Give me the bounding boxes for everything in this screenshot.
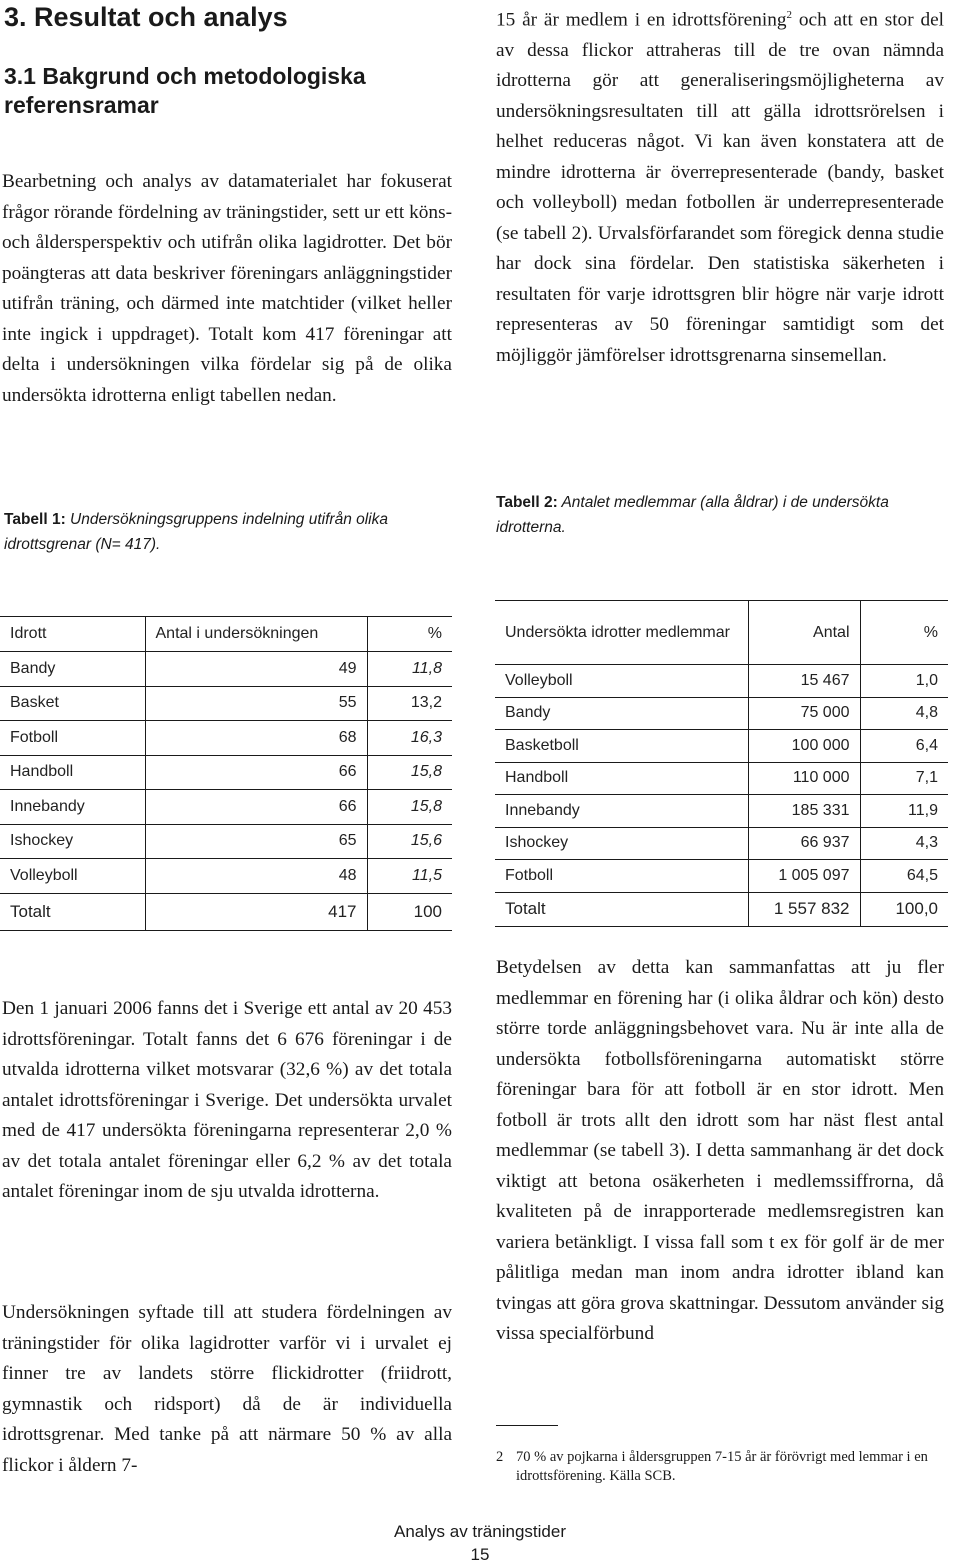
table2-cell: Bandy (495, 697, 748, 730)
table2-cell: Fotboll (495, 860, 748, 893)
table1-cell: 15,8 (367, 755, 452, 790)
table2-cell: 15 467 (748, 665, 860, 698)
left-paragraph-2: Den 1 januari 2006 fanns det i Sverige ett antal av 20 453 idrottsföreningar. Totalt fanns det 6 676 föreningar i de utvalda idrotterna vilket motsvarar (32,6 %) av det totala antalet idrottsföreningar i Sverige. Det undersökta urvalet med de 417 undersökta föreningarna representerar 2,0 % av det totala antalet föreningar eller 6,2 % av det totala antalet föreningar inom de sju utvalda idrotterna. (2, 998, 452, 1202)
table-row (0, 721, 452, 756)
footnote-divider (496, 1425, 558, 1426)
table1-cell: Bandy (0, 652, 145, 687)
table2-cell: 1,0 (860, 665, 948, 698)
table2-header-cell: Antal (748, 601, 860, 665)
right-paragraph-1-rest: och att en stor del av dessa flickor attraheras till de tre ovan nämnda idrotterna gör att generaliseringsmöjligheterna av undersökningsresultaten till att gälla idrottsrörelsen i helhet reduceras något. Vi kan även konstatera att de mindre idrotterna är överrepresenterade (bandy, basket och volleyboll) medan fotbollen är underrepresenterade (se tabell 2). Urvalsförfarandet som föregick denna studie har dock sina fördelar. Den statistiska säkerheten i resultaten för varje idrottsgren blir högre när varje idrott representeras av 50 föreningar samtidigt som det möjliggör jämförelser idrottsgrenarna sinsemellan. (496, 9, 945, 366)
table2-cell: 1 005 097 (748, 860, 860, 893)
table1-cell: Basket (0, 686, 145, 721)
table1-cell: Innebandy (0, 790, 145, 825)
table2-cell: Totalt (495, 892, 748, 926)
table1-cell: Totalt (0, 893, 145, 930)
page-number: 15 (470, 1545, 490, 1564)
table1-cell: 11,5 (367, 859, 452, 894)
table-row-total (495, 892, 948, 926)
table2-caption-text: Antalet medlemmar (alla åldrar) i de undersökta idrotterna. (496, 494, 889, 536)
table1-cell: Volleyboll (0, 859, 145, 894)
table2-caption (496, 490, 936, 540)
table-row (0, 859, 452, 894)
table1-caption-text: Undersökningsgruppens indelning utifrån olika idrottsgrenar (N= 417). (4, 511, 389, 553)
table2-cell: 66 937 (748, 827, 860, 860)
table1-cell: 15,6 (367, 824, 452, 859)
table2-caption-label: Tabell 2: (496, 494, 558, 511)
table1-cell: 16,3 (367, 721, 452, 756)
table-row (495, 665, 948, 698)
table2-header-cell: Undersökta idrotter medlemmar (495, 601, 748, 665)
table1-cell: 65 (145, 824, 367, 859)
table2-cell: 64,5 (860, 860, 948, 893)
table-1 (0, 616, 452, 931)
table-row-total (0, 893, 452, 930)
table2-cell: Ishockey (495, 827, 748, 860)
right-paragraph-2: Betydelsen av detta kan sammanfattas att ju fler medlemmar en förening har (i olika åldrar och kön) desto större torde anläggningsbehovet vara. Nu är inte alla de undersökta fotbollsföreningarna automatiskt större föreningar bara för att fotboll är en stor idrott. Men fotboll är trots allt den idrott som har näst flest antal medlemmar (se tabell 3). I detta sammanhang är det dock viktigt att betona osäkerheten i medlemssiffrorna, då kvaliteten på de inrapporterade medlemsregistren kan variera betänkligt. I vissa fall som t ex för golf är de mer pålitliga medan man inom andra idrotter ibland kan tvingas att göra grova skattningar. Dessutom använder sig vissa specialförbund (496, 957, 944, 1344)
table1-cell: 55 (145, 686, 367, 721)
table2-cell: Volleyboll (495, 665, 748, 698)
table2-cell: 4,8 (860, 697, 948, 730)
table1-cell: Handboll (0, 755, 145, 790)
table2-cell: Basketboll (495, 730, 748, 763)
table1-header-row (0, 617, 452, 652)
left-paragraph-1: Bearbetning och analys av datamaterialet har fokuserat frågor rörande fördelning av träningstider, sett ur ett köns- och åldersperspektiv och utifrån olika lagidrotter. Det bör poängteras att data beskriver föreningars anläggningstider utifrån träning, och därmed inte matchtider (vilket heller inte ingick i uppdraget). Totalt kom 417 föreningar att delta i undersökningen vilka fördelar sig på de olika undersökta idrotterna enligt tabellen nedan. (2, 171, 452, 406)
table1-cell: 11,8 (367, 652, 452, 687)
table1-cell: 66 (145, 790, 367, 825)
table1-header-cell: Antal i undersökningen (145, 617, 367, 652)
table1-caption-label: Tabell 1: (4, 511, 66, 528)
table1-cell: 417 (145, 893, 367, 930)
table1-cell: 100 (367, 893, 452, 930)
table1-cell: 15,8 (367, 790, 452, 825)
table2-cell: Handboll (495, 762, 748, 795)
table1-header-cell: % (367, 617, 452, 652)
footnote-number: 2 (496, 1449, 504, 1465)
table-row (495, 860, 948, 893)
table-row (0, 652, 452, 687)
table1-header-cell: Idrott (0, 617, 145, 652)
footnote-text: 70 % av pojkarna i åldersgruppen 7-15 år är förövrigt med lemmar i en idrottsförening. Källa SCB. (516, 1449, 928, 1484)
table1-cell: Fotboll (0, 721, 145, 756)
right-paragraph-1 (496, 0, 944, 371)
subsection-heading: 3.1 Bakgrund och metodologiska referensramar (4, 63, 366, 118)
table1-cell: 49 (145, 652, 367, 687)
table1-cell: 48 (145, 859, 367, 894)
table-row (495, 827, 948, 860)
section-heading: 3. Resultat och analys (4, 2, 288, 32)
table-row (495, 730, 948, 763)
table1-cell: Ishockey (0, 824, 145, 859)
table2-cell: 185 331 (748, 795, 860, 828)
table2-cell: 110 000 (748, 762, 860, 795)
table-row (495, 697, 948, 730)
table2-cell: 11,9 (860, 795, 948, 828)
footnote-ref: 2 (786, 9, 793, 21)
table2-cell: 100 000 (748, 730, 860, 763)
table2-header-cell: % (860, 601, 948, 665)
table-2 (495, 600, 948, 927)
table1-cell: 13,2 (367, 686, 452, 721)
left-paragraph-3: Undersökningen syftade till att studera fördelningen av träningstider för olika lagidrotter varför vi i urvalet ej finner tre av landets större flickidrotter (friidrott, gymnastik och ridsport) då de är individuella idrottsgrenar. Med tanke på att närmare 50 % av alla flickor i åldern 7- (2, 1302, 452, 1476)
table-row (0, 686, 452, 721)
table2-cell: Innebandy (495, 795, 748, 828)
table-row (495, 762, 948, 795)
table2-cell: 4,3 (860, 827, 948, 860)
table-row (0, 824, 452, 859)
table2-header-row (495, 601, 948, 665)
table1-cell: 68 (145, 721, 367, 756)
table-row (0, 755, 452, 790)
right-paragraph-1-start: 15 år är medlem i en idrottsförening (496, 9, 787, 31)
table2-cell: 1 557 832 (748, 892, 860, 926)
footer-title: Analys av träningstider (394, 1522, 566, 1541)
table1-cell: 66 (145, 755, 367, 790)
table-row (0, 790, 452, 825)
table1-caption (4, 507, 444, 557)
table2-cell: 75 000 (748, 697, 860, 730)
table2-cell: 100,0 (860, 892, 948, 926)
table2-cell: 6,4 (860, 730, 948, 763)
table2-cell: 7,1 (860, 762, 948, 795)
footnote (496, 1448, 936, 1486)
table-row (495, 795, 948, 828)
